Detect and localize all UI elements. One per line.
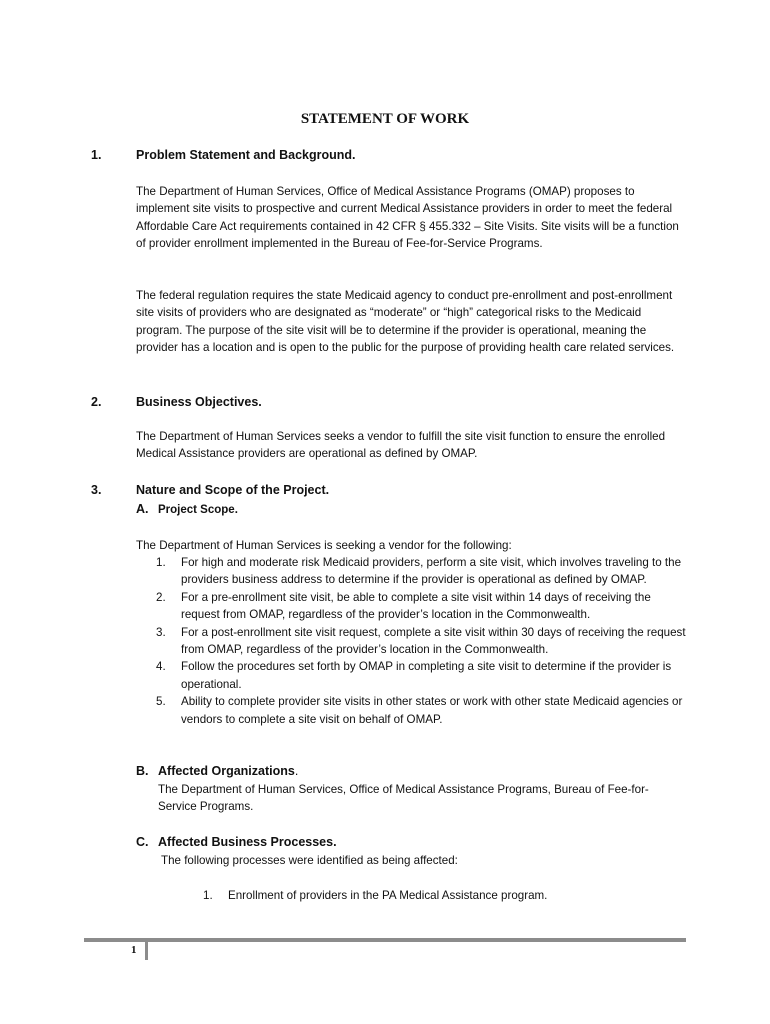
- section-1-number: 1.: [91, 148, 102, 162]
- subsection-a-title: Project Scope.: [158, 504, 238, 516]
- subsection-a-label: A.: [136, 502, 149, 516]
- subsection-b-text: The Department of Human Services, Office of Medical Assistance Programs, Bureau of Fee-for-Service Programs.: [158, 783, 649, 814]
- section-1-paragraph-2: The federal regulation requires the state Medicaid agency to conduct pre-enrollment and post-enrollment site visits of providers who are designated as “moderate” or “high” categorical risks to the Medicaid program. The purpose of the site visit will be to determine if the provider is operational, meaning the provider has a location and is open to the public for the purpose of providing health care related services.: [136, 289, 675, 355]
- subsection-a-heading: [136, 502, 238, 516]
- section-1-paragraph-1: The Department of Human Services, Office of Medical Assistance Programs (OMAP) proposes to implement site visits to prospective and current Medical Assistance providers in order to meet the federal Affordable Care Act requirements contained in 42 CFR § 455.332 – Site Visits. Site visits will be a function of provider enrollment implemented in the Bureau of Fee-for-Service Programs.: [136, 185, 679, 251]
- section-2-paragraph-1: The Department of Human Services seeks a vendor to fulfill the site visit function to ensure the enrolled Medical Assistance providers are operational as defined by OMAP.: [136, 430, 666, 461]
- subsection-c-heading: [136, 835, 337, 849]
- list-item-number: 5.: [156, 695, 166, 709]
- list-item: [156, 554, 686, 589]
- subsection-b-title: Affected Organizations: [158, 764, 295, 778]
- list-item-text: For a post-enrollment site visit request, complete a site visit within 30 days of receiving the request from OMAP, regardless of the provider’s location in the Commonwealth.: [181, 625, 686, 657]
- page-number-divider: [145, 942, 148, 960]
- list-item: [156, 693, 686, 728]
- section-3-number: 3.: [91, 483, 102, 497]
- section-2-number: 2.: [91, 395, 102, 409]
- subsection-c-intro: The following processes were identified as being affected:: [161, 854, 458, 867]
- section-3-heading: Nature and Scope of the Project.: [136, 483, 330, 497]
- subsection-a-intro: The Department of Human Services is seeking a vendor for the following:: [136, 539, 512, 552]
- section-1-heading: Problem Statement and Background.: [136, 148, 356, 162]
- list-item-text: Ability to complete provider site visits in other states or work with other state Medicaid agencies or vendors to complete a site visit on behalf of OMAP.: [181, 695, 683, 726]
- project-scope-list: [156, 554, 686, 728]
- list-item-text: Enrollment of providers in the PA Medical Assistance program.: [228, 889, 548, 902]
- subsection-b-heading: [136, 764, 298, 778]
- list-item-text: For high and moderate risk Medicaid providers, perform a site visit, which involves traveling to the providers business address to determine if the provider is operational as defined by OMAP.: [181, 556, 682, 587]
- list-item-number: 1.: [203, 889, 213, 902]
- list-item-text: For a pre-enrollment site visit, be able to complete a site visit within 14 days of receiving the request from OMAP, regardless of the provider’s location in the Commonwealth.: [181, 590, 651, 622]
- footer-rule: [84, 938, 686, 942]
- page-number: 1: [131, 944, 137, 956]
- subsection-b-title-suffix: .: [294, 764, 299, 778]
- list-item: [203, 887, 683, 904]
- list-item: [156, 589, 686, 624]
- subsection-b-label: B.: [136, 764, 149, 778]
- list-item: [156, 658, 686, 693]
- subsection-c-title: Affected Business Processes.: [158, 835, 337, 849]
- section-2-heading: Business Objectives.: [136, 395, 262, 409]
- affected-processes-list: [203, 887, 683, 904]
- document-title: STATEMENT OF WORK: [300, 111, 470, 127]
- list-item-number: 1.: [156, 556, 166, 569]
- list-item: [156, 624, 686, 659]
- list-item-number: 2.: [156, 590, 166, 604]
- list-item-text: Follow the procedures set forth by OMAP in completing a site visit to determine if the provider is operational.: [181, 660, 672, 691]
- subsection-c-label: C.: [136, 835, 149, 849]
- list-item-number: 3.: [156, 625, 166, 639]
- list-item-number: 4.: [156, 660, 166, 674]
